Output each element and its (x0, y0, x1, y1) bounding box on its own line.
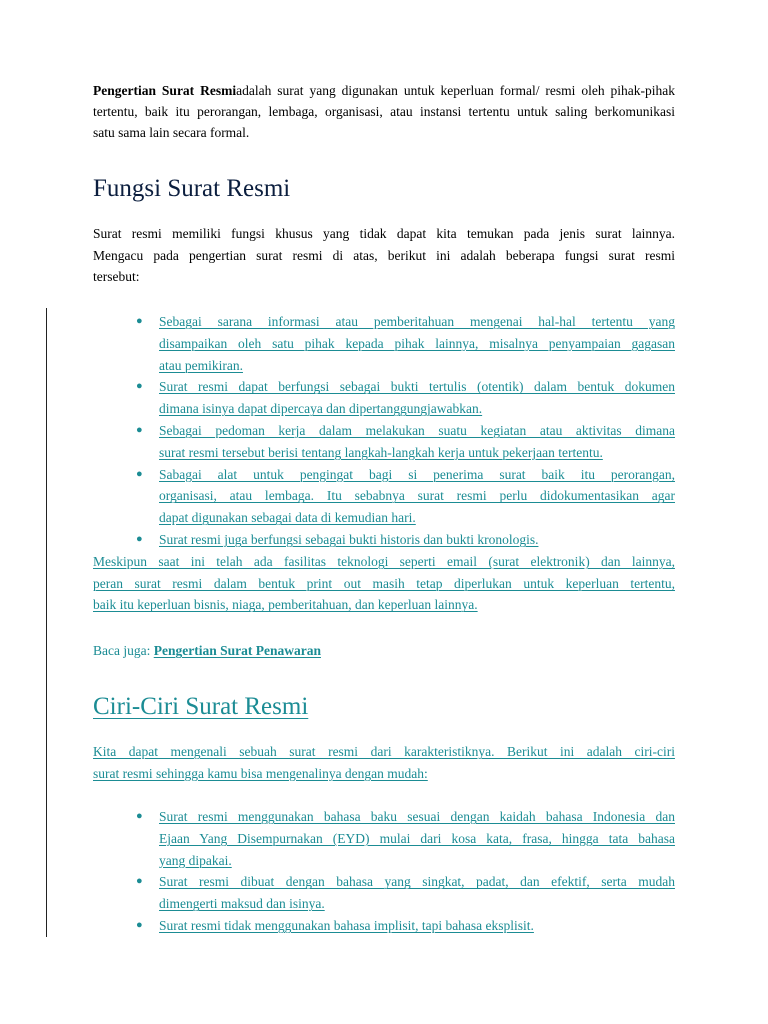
list-item[interactable]: ● Surat resmi juga berfungsi sebagai bukti historis dan bukti kronologis. (93, 529, 675, 551)
fungsi-para-line-1: Surat resmi memiliki fungsi khusus yang tidak dapat kita temukan pada jenis surat lainnya. (93, 226, 675, 241)
list-item[interactable]: ● Sebagai pedoman kerja dalam melakukan suatu kegiatan atau aktivitas dimana surat resmi tersebut berisi tentang langkah-langkah kerja untuk pekerjaan tertentu. (93, 420, 675, 464)
intro-paragraph (93, 80, 675, 143)
fungsi-para-line-3: tersebut: (93, 269, 140, 285)
ciri-bullet-list (93, 806, 675, 937)
intro-line-2: tertentu, baik itu perorangan, lembaga, organisasi, atau instansi tertentu untuk saling berkomunikasi (93, 104, 675, 119)
intro-bold-term: Pengertian Surat Resmi (93, 83, 237, 98)
closing-line-1: Meskipun saat ini telah ada fasilitas teknologi seperti email (surat elektronik) dan lainnya, (93, 554, 675, 569)
list-item[interactable]: ● Sebagai sarana informasi atau pemberitahuan mengenai hal-hal tertentu yang disampaikan oleh satu pihak kepada pihak lainnya, misalnya penyampaian gagasan atau pemikiran. (93, 311, 675, 376)
list-item[interactable]: ● Surat resmi tidak menggunakan bahasa implisit, tapi bahasa eksplisit. (93, 915, 675, 937)
section-heading-ciri[interactable]: Ciri-Ciri Surat Resmi (93, 693, 309, 720)
list-item[interactable]: ● Surat resmi dapat berfungsi sebagai bukti tertulis (otentik) dalam bentuk dokumen dimana isinya dapat dipercaya dan dipertanggungjawabkan. (93, 376, 675, 420)
bullet-dot-icon: ● (136, 918, 143, 931)
read-also-line (93, 640, 675, 662)
fungsi-intro-paragraph (93, 223, 675, 288)
fungsi-closing-paragraph[interactable] (93, 551, 675, 616)
read-also-link[interactable]: Pengertian Surat Penawaran (153, 643, 321, 658)
bullet-dot-icon: ● (136, 532, 143, 545)
margin-change-bar (46, 308, 47, 937)
closing-line-2: peran surat resmi dalam bentuk print out masih tetap diperlukan untuk keperluan tertentu, (93, 575, 675, 591)
bullet-dot-icon: ● (136, 467, 143, 480)
bullet-dot-icon: ● (136, 423, 143, 436)
list-item[interactable]: ● Sabagai alat untuk pengingat bagi si penerima surat baik itu perorangan, organisasi, atau lembaga. Itu sebabnya surat resmi perlu didokumentasikan agar dapat digunakan sebagai data di kemudian hari. (93, 464, 675, 529)
ciri-intro-paragraph[interactable] (93, 741, 675, 784)
ciri-para-line-1: Kita dapat mengenali sebuah surat resmi dari karakteristiknya. Berikut ini adalah ciri-ciri (93, 744, 675, 759)
intro-line-1: Pengertian Surat Resmiadalah surat yang digunakan untuk keperluan formal/ resmi oleh pihak-pihak (93, 83, 675, 98)
read-also-label: Baca juga: (93, 643, 154, 658)
fungsi-para-line-2: Mengacu pada pengertian surat resmi di atas, berikut ini adalah beberapa fungsi surat resmi (93, 247, 675, 263)
bullet-dot-icon: ● (136, 875, 143, 888)
ciri-para-line-2: surat resmi sehingga kamu bisa mengenalinya dengan mudah: (93, 765, 428, 781)
bullet-dot-icon: ● (136, 315, 143, 327)
list-item[interactable]: ● Surat resmi dibuat dengan bahasa yang singkat, padat, dan efektif, serta mudah dimengerti maksud dan isinya. (93, 871, 675, 915)
bullet-dot-icon: ● (136, 380, 143, 393)
closing-line-3: baik itu keperluan bisnis, niaga, pemberitahuan, dan keperluan lainnya. (93, 597, 478, 613)
intro-line-3: satu sama lain secara formal. (93, 125, 250, 140)
fungsi-bullet-list (93, 311, 675, 551)
list-item[interactable]: ● Surat resmi menggunakan bahasa baku sesuai dengan kaidah bahasa Indonesia dan Ejaan Yang Disempurnakan (EYD) mulai dari kosa kata, frasa, hingga tata bahasa yang dipakai. (93, 806, 675, 871)
bullet-dot-icon: ● (136, 810, 143, 822)
section-heading-fungsi: Fungsi Surat Resmi (93, 175, 291, 202)
